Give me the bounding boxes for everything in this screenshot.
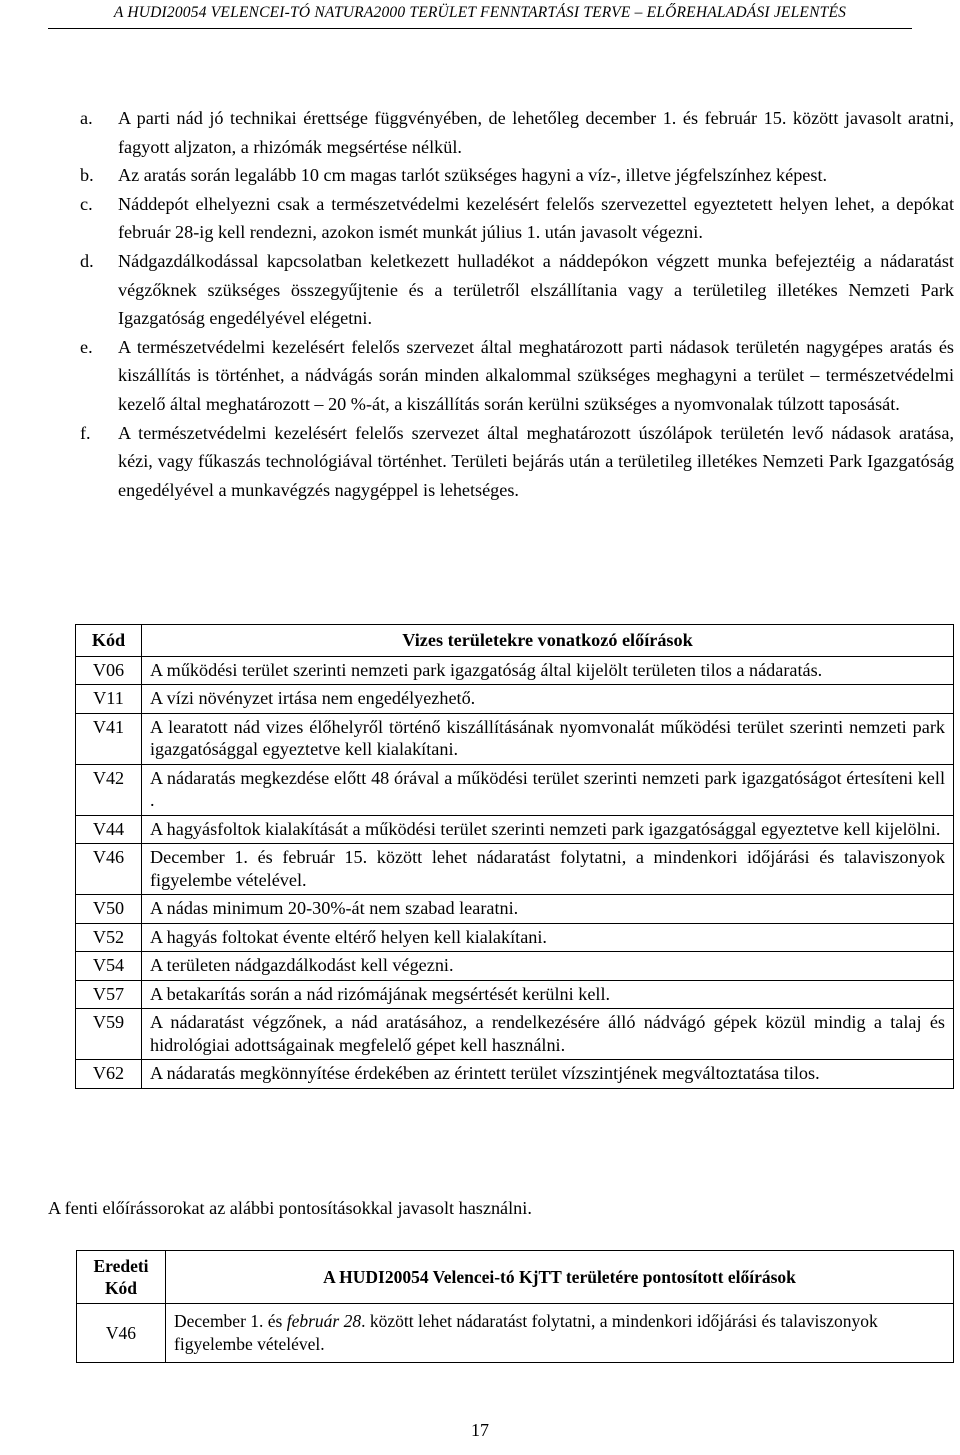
- row-code: V42: [76, 764, 142, 815]
- row-code: V62: [76, 1060, 142, 1089]
- table-row: [76, 844, 954, 895]
- row-description: December 1. és február 15. között lehet nádaratást folytatni, a mindenkori időjárási és talaviszonyok figyelembe vételével.: [142, 844, 954, 895]
- row-code: V11: [76, 685, 142, 714]
- list-item: [80, 333, 954, 419]
- table-row: [76, 923, 954, 952]
- desc-italic-part: február 28: [286, 1311, 362, 1331]
- row-description: A hagyás foltokat évente eltérő helyen kell kialakítani.: [142, 923, 954, 952]
- row-code: V06: [76, 656, 142, 685]
- row-code: V59: [76, 1009, 142, 1060]
- list-marker: e.: [80, 336, 93, 357]
- table-row: [76, 656, 954, 685]
- page-header: A HUDI20054 VELENCEI-TÓ NATURA2000 TERÜLET FENNTARTÁSI TERVE – ELŐREHALADÁSI JELENTÉS: [113, 4, 847, 21]
- list-marker: d.: [80, 250, 94, 271]
- table-row: [76, 980, 954, 1009]
- table-row: [76, 1009, 954, 1060]
- refined-regulations-table: [76, 1250, 954, 1363]
- list-item-text: A parti nád jó technikai érettsége függvényében, de lehetőleg december 1. és február 15. között javasolt aratni, fagyott aljzaton, a rhizómák megsértése nélkül.: [118, 108, 954, 157]
- desc-part: . között lehet nádaratást folytatni, a mindenkori időjárási és talaviszonyok figyelembe vételével.: [174, 1311, 878, 1354]
- row-code: V54: [76, 952, 142, 981]
- row-code: V44: [76, 815, 142, 844]
- guideline-list: [80, 104, 954, 504]
- row-description: A nádaratás megkezdése előtt 48 órával a működési terület szerinti nemzeti park igazgatóságot értesíteni kell .: [142, 764, 954, 815]
- table-row: [76, 895, 954, 924]
- row-code: V50: [76, 895, 142, 924]
- table-row: [76, 685, 954, 714]
- header-divider: [48, 28, 912, 29]
- row-code: V46: [77, 1304, 166, 1363]
- header-refined-description: A HUDI20054 Velencei-tó KjTT területére pontosított előírások: [166, 1251, 954, 1304]
- list-item-text: A természetvédelmi kezelésért felelős szervezet által meghatározott úszólápok területén levő nádasok aratása, kézi, vagy fűkaszás technológiával történhet. Területi bejárás után a területileg illetékes Nemzeti Park Igazgatóság engedélyével a munkavégzés nagygéppel is lehetséges.: [118, 422, 954, 500]
- row-description: A nádaratás megkönnyítése érdekében az érintett terület vízszintjének megváltoztatása tilos.: [142, 1060, 954, 1089]
- list-item: [80, 161, 954, 190]
- table-row: [76, 764, 954, 815]
- row-code: V52: [76, 923, 142, 952]
- row-description: A learatott nád vizes élőhelyről történő kiszállításának nyomvonalát működési terület szerinti nemzeti park igazgatósággal egyeztetve kell kialakítani.: [142, 713, 954, 764]
- table-row: [76, 713, 954, 764]
- row-description: A nádas minimum 20-30%-át nem szabad learatni.: [142, 895, 954, 924]
- row-code: V46: [76, 844, 142, 895]
- row-description: A területen nádgazdálkodást kell végezni.: [142, 952, 954, 981]
- page-number: 17: [471, 1420, 489, 1440]
- table-row: [76, 952, 954, 981]
- list-item-text: Náddepót elhelyezni csak a természetvédelmi kezelésért felelős szervezettel egyeztetett helyen lehet, a depókat február 28-ig kell rendezni, azokon ismét munkát július 1. után javasolt végezni.: [118, 193, 954, 243]
- list-item-text: A természetvédelmi kezelésért felelős szervezet által meghatározott parti nádasok területén nagygépes aratás és kiszállítás is történhet, a nádvágás során minden alkalommal szükséges meghagyni a terület – természetvédelmi kezelő által meghatározott – 20 %-át, a kiszállítás során kerülni szükséges a nyomvonalak túlzott taposását.: [118, 336, 954, 414]
- list-item: [80, 247, 954, 333]
- desc-part: December 1. és: [174, 1311, 287, 1331]
- row-description: A hagyásfoltok kialakítását a működési terület szerinti nemzeti park igazgatósággal egyeztetve kell kijelölni.: [142, 815, 954, 844]
- intro-paragraph: A fenti előírássorokat az alábbi pontosításokkal javasolt használni.: [48, 1198, 532, 1218]
- list-item: [80, 190, 954, 247]
- list-marker: b.: [80, 165, 94, 186]
- list-marker: a.: [80, 108, 93, 128]
- row-code: V57: [76, 980, 142, 1009]
- row-description: A nádaratást végzőnek, a nád aratásához, a rendelkezésére álló nádvágó gépek közül mindig a talaj és hidrológiai adottságainak megfelelő gépet kell használni.: [142, 1009, 954, 1060]
- list-marker: c.: [80, 193, 93, 214]
- list-item-text: Nádgazdálkodással kapcsolatban keletkezett hulladékot a náddepókon végzett munka befejeztéig a nádaratást végzőknek szükséges összegyűjtenie és a területről elszállítania vagy a területileg illetékes Nemzeti Park Igazgatóság engedélyével elégetni.: [118, 250, 954, 329]
- table-row: [76, 815, 954, 844]
- row-description: [166, 1304, 954, 1363]
- row-code: V41: [76, 713, 142, 764]
- row-description: A működési terület szerinti nemzeti park igazgatóság által kijelölt területen tilos a nádaratás.: [142, 656, 954, 685]
- header-code: Kód: [76, 625, 142, 657]
- list-item-text: Az aratás során legalább 10 cm magas tarlót szükséges hagyni a víz-, illetve jégfelszínhez képest.: [118, 165, 828, 186]
- header-original-code: Eredeti Kód: [77, 1251, 166, 1304]
- list-item: [80, 104, 954, 161]
- table-row: [77, 1304, 954, 1363]
- row-description: A betakarítás során a nád rizómájának megsértését kerülni kell.: [142, 980, 954, 1009]
- table-row: [76, 1060, 954, 1089]
- list-marker: f.: [80, 422, 91, 443]
- wetland-regulations-table: [75, 624, 954, 1089]
- table-header-row: [76, 625, 954, 657]
- row-description: A vízi növényzet irtása nem engedélyezhető.: [142, 685, 954, 714]
- table-header-row: [77, 1251, 954, 1304]
- list-item: [80, 419, 954, 505]
- header-description: Vizes területekre vonatkozó előírások: [142, 625, 954, 657]
